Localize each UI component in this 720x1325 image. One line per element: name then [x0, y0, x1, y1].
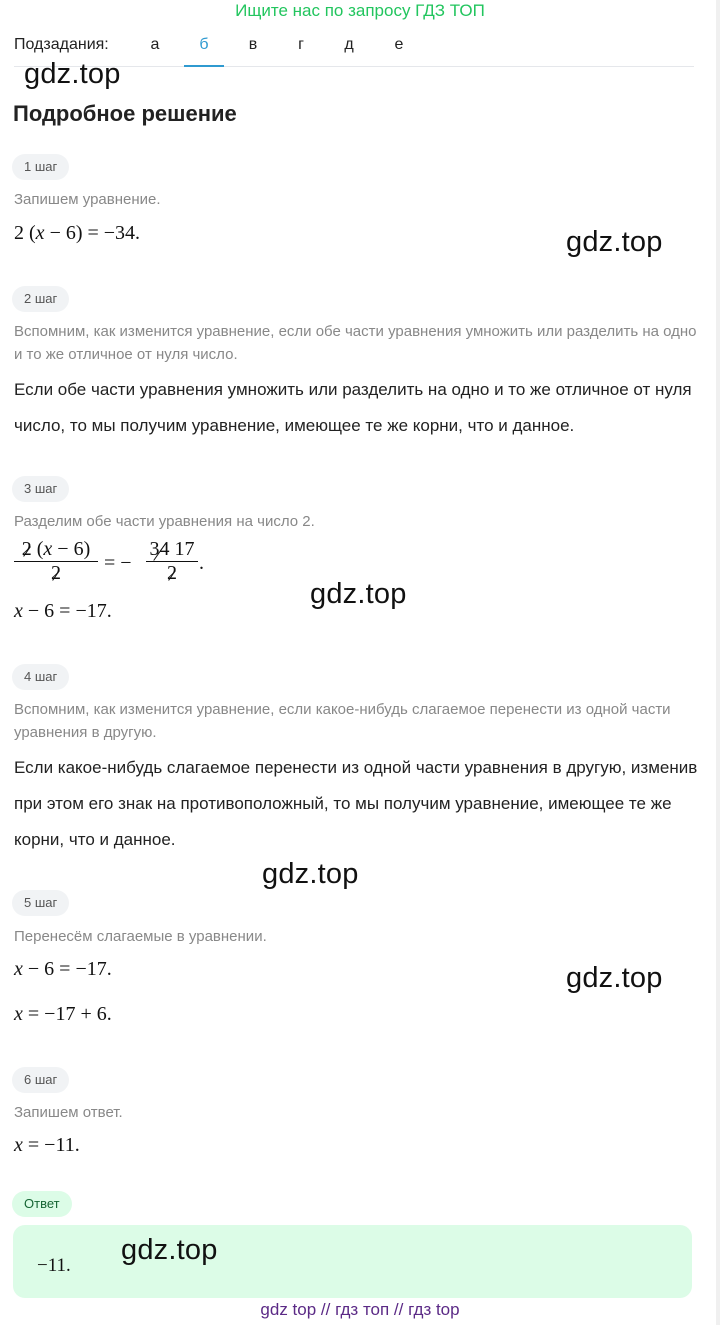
fraction-right: 34 17 2: [146, 538, 198, 585]
equation: x − 6 = −17.: [14, 600, 112, 622]
equals-sign: = −: [104, 552, 132, 574]
step-hint: Перенесём слагаемые в уравнении.: [14, 928, 267, 945]
step-rule-text: Если обе части уравнения умножить или разделить на одно и то же отличное от нуля число, то мы получим уравнение, имеющее те же корни, что и данное.: [14, 380, 692, 435]
answer-value: −11.: [37, 1255, 71, 1276]
scrollbar[interactable]: [716, 0, 720, 1325]
tab-d[interactable]: д: [344, 36, 354, 53]
step-badge: 1 шаг: [12, 154, 69, 180]
step-hint: Разделим обе части уравнения на число 2.: [14, 513, 315, 530]
tab-g[interactable]: г: [298, 36, 304, 53]
step-rule-text: Если какое-нибудь слагаемое перенести из одной части уравнения в другую, изменив при этом его знак на противоположный, то мы получим уравнение, имеющее те же корни, что и данное.: [14, 758, 698, 849]
tab-v[interactable]: в: [248, 36, 258, 53]
answer-badge: Ответ: [12, 1191, 72, 1217]
step-hint: Вспомним, как изменится уравнение, если какое-нибудь слагаемое перенести из одной части уравнения в другую.: [14, 701, 671, 741]
step-hint: Запишем ответ.: [14, 1104, 123, 1121]
period: .: [199, 552, 204, 574]
step-badge: 3 шаг: [12, 476, 69, 502]
watermark: gdz.top: [121, 1234, 218, 1266]
answer-box: [13, 1225, 692, 1298]
step-badge: 5 шаг: [12, 890, 69, 916]
step-hint: Запишем уравнение.: [14, 191, 161, 208]
equation: x − 6 = −17.: [14, 958, 112, 980]
watermark: gdz.top: [566, 962, 663, 994]
watermark: gdz.top: [262, 858, 359, 890]
search-banner: Ищите нас по запросу ГДЗ ТОП: [235, 1, 485, 20]
tab-a[interactable]: а: [150, 36, 160, 53]
step-badge: 4 шаг: [12, 664, 69, 690]
footer-links[interactable]: gdz top // гдз топ // гдз top: [260, 1300, 460, 1319]
subtasks-label: Подзадания:: [14, 36, 109, 53]
equation: x = −11.: [14, 1134, 80, 1156]
step-badge: 6 шаг: [12, 1067, 69, 1093]
watermark: gdz.top: [24, 58, 121, 90]
watermark: gdz.top: [310, 578, 407, 610]
page-title: Подробное решение: [13, 101, 237, 126]
tab-b[interactable]: б: [184, 36, 224, 67]
fraction-left: 2 (x − 6) 2: [14, 538, 98, 585]
step-hint: Вспомним, как изменится уравнение, если обе части уравнения умножить или разделить на одно и то же отличное от нуля число.: [14, 323, 697, 363]
watermark: gdz.top: [566, 226, 663, 258]
equation: 2 (x − 6) = −34.: [14, 222, 141, 244]
tab-e[interactable]: е: [394, 36, 404, 53]
step-badge: 2 шаг: [12, 286, 69, 312]
equation: x = −17 + 6.: [14, 1003, 112, 1025]
